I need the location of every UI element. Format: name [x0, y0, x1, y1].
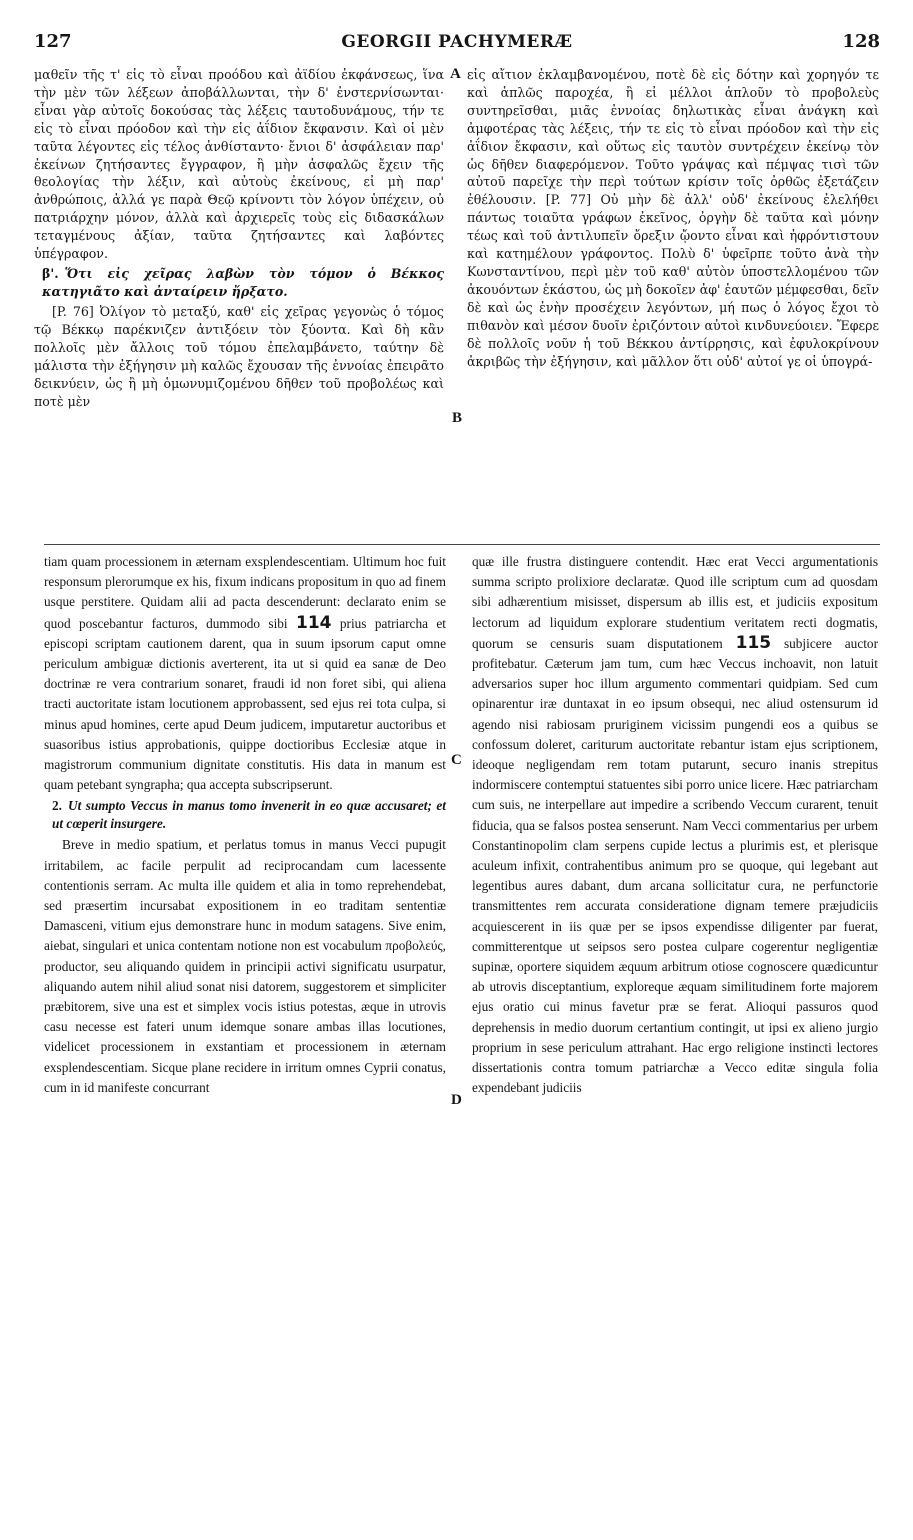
latin-column-right [472, 552, 878, 1527]
greek-heading-text: Ὅτι εἰς χεῖρας λαβὼν τὸν τόμον ὁ Βέκκος κατηγιᾶτο καὶ ἀνταίρειν ἤρξατο. [42, 265, 444, 299]
margin-letter-c: C [451, 752, 462, 768]
latin-heading-number: 2. [52, 798, 62, 814]
latin-text: tiam quam processionem in æternam exsplendescentiam. Ultimum hoc fuit responsum plerorumque ex his, fixum indicans propositum in quo ad finem usque perstitere. Quidam alii ad pacta descenderunt: declarato enim se quod poscebantur facturos, dummodo sibi [44, 554, 446, 631]
latin-text: quæ ille frustra distinguere contendit. Hæc erat Vecci argumentationis summa scripto prolixiore declaratæ. Quod ille scriptum cum ad quosdam sibi adhærentium misisset, dispersum ab illis est, et judiciis expositum lectorum ad liquidum explorare studentium veritatem recti dogmatis, quorum se censuris suam disputationem [472, 554, 878, 651]
running-title: GEORGII PACHYMERÆ [341, 32, 573, 52]
page-number-left: 127 [34, 31, 72, 52]
greek-column-right [467, 66, 879, 536]
latin-text: prius patriarcha et episcopi scriptam cautionem darent, qua in suum ipsorum caput omne periculum ambiguæ dictionis averterent, ita ut si quid ea sanæ de Deo doctrinæ re vera contrarium sonaret, fraudi id non foret sibi, qui aliena tracti auctoritate istam locutionem approbassent, sed ejus rei tota culpa, si minus apud homines, certe apud Deum judicem, imputaretur auctoribus et suasoribus istius approbationis, quippe doctioribus Ecclesiæ atque in magistrorum communium dignitate constitutis. His data in manum est quam petebant syngrapha; qua accepta subscripserunt. [44, 615, 446, 793]
greek-column-left [34, 66, 444, 536]
margin-letter-a: A [450, 66, 461, 82]
latin-heading-text: Ut sumpto Veccus in manus tomo invenerit in eo quæ accusaret; et ut cœperit insurgere. [52, 798, 446, 832]
greek-heading-number: β'. [42, 265, 59, 281]
running-header [34, 31, 880, 55]
greek-paragraph: μαθεῖν τῆς τ' εἰς τὸ εἶναι προόδου καὶ ἀϊδίου ἐκφάνσεως, ἵνα τὴν μὲν τῶν λέξεων ἀποβάλλωνται, τὴν δ' ἐνστερνίσωνται· εἶναι γὰρ αὐτοῖς δοκούσας τὰς λέξεις ταυτοδυνάμους, τήν τε εἰς τὸ εἶναι πρόοδον καὶ τὴν εἰς ἀΐδιον ἔκφανσιν. Καὶ οἱ μὲν ταῦτα λέγοντες εἰς τέλος ἀνθίσταντο· ἔνιοι δ' ἀσφάλειαν παρ' ἐκείνων ζητήσαντες ἔγγραφον, ἢ μὴν ἀσφαλῶς ἔχειν τῆς θεολογίας τὴν λέξιν, καὶ αὐτοὺς ἐκείνους, εἰ μὴ παρ' ἀνθρώποις, ἀλλά γε παρὰ Θεῷ κρίνοντι τὸν λόγον ὑπέχειν, οὐ πατριάρχην μόνον, ἀλλὰ καὶ ἀρχιερεῖς τοὺς εἰς διδασκάλων τεταγμένους ἀξίαν, ταῦτα ζητήσαντες καὶ λαβόντες ὑπέγραφον. [34, 67, 444, 262]
section-number: 115 [735, 632, 772, 653]
latin-paragraph [472, 552, 878, 1098]
greek-paragraph: [P. 76] Ὀλίγον τὸ μεταξύ, καθ' εἰς χεῖρας γεγονὼς ὁ τόμος τῷ Βέκκῳ παρέκνιζεν ἀντιξόειν τὸν ξύοντα. Καὶ δὴ κἂν πολλοῖς μὲν ἄλλοις τοῦ τόμου ἐπελαμβάνετο, ταύτην δὲ μάλιστα τὴν ἐξήγησιν μὴ καλῶς ἔχουσαν τῆς ἐννοίας ἐπειρᾶτο δεικνύειν, ὡς ἢ μὴ ὁμωνυμιζομένου δῆθεν τοῦ προβολέως καὶ ποτὲ μὲν [34, 303, 444, 409]
margin-letter-d: D [451, 1092, 462, 1108]
greek-section-heading [34, 265, 444, 301]
page-number-right: 128 [842, 31, 880, 52]
section-number: 114 [296, 612, 332, 633]
latin-text: subjicere auctor profitebatur. Cæterum jam tum, cum hæc Veccus inchoavit, non latuit adversarios super hoc illum argumento commentari quidpiam. Sed cum opinarentur iræ duntaxat in eo ipsum obsequi, nec aliud ostensurum id agendo nisi rabiosam pruriginem vicissim pungendi eos a quibus se confossum doleret, cariturum auctoritate rebantur istam ejus scriptionem, ideoque negligendam rem totam putarunt, securo inanis strepitus indormiscere contemptui statuentes sibi porro unice licere. Hæc patriarcham cum suis, ne interpellare aut impedire a scribendo Veccum curarent, tenuit fiducia, qua se falsos postea senserunt. Nam Vecci commentarius per urbem Constantinopolim clam serpens cupide lectus a plurimis est, et plerisque aculeum infixit, contrahentibus animum pro se quoque, qui legebant aut legentibus aures dabant, dum arcana sollicitatur cura, ne perfunctorie transmittentes rem accurata consideratione dignam temere præjudiciis acquiescerent in iis quæ per se ipsos expendisse diligenter par fuerat, committerentque ut seipsos sero postea culpare cogerentur negligentiæ supinæ, oportere siquidem æquum arbitrum otiose cognoscere quædicuntur ab utrovis disceptantium, exploreque æquam similitudinem forte majorem ejus oratio cui minus favetur præ se ferat. Alioqui passuros quod deprehensis in medio duorum certantium contingit, ut ipsi ex alieno jurgio proprium in sese periculum attrahant. Hac ergo religione instincti lectores dissertationis contra tomum patriarchæ a Vecco editæ singula folia expendebant judiciis [472, 635, 878, 1096]
latin-column-left [44, 552, 446, 1527]
latin-section-heading [44, 797, 446, 833]
margin-letter-b: B [452, 410, 463, 426]
column-divider-rule [44, 544, 880, 545]
latin-paragraph: Breve in medio spatium, et perlatus tomus in manus Vecci pupugit irritabilem, ac facile perpulit ad reciprocandam cum lacessente contentionis serram. Ac multa ille quidem et alia in tomo reprehendebat, sed præsertim incursabat expositionem in eo traditam sententiæ Damasceni, vitium ejus demonstrare hunc in modum satagens. Sive enim, aiebat, singulari et unica contentam notione non est vocabulum προβολεύς, productor, seu aliquando quidem in principii activi significatu usurpatur, aliquando autem nihil aliud sonat nisi datorem, suggestorem et simpliciter præbitorem, sive una est et simplex vocis istius potestas, æque in utrovis casu necesse est fateri unum idemque sonare ambas illas locutiones, videlicet processionem in exstantiam et processionem in æternam exsplendescentiam. Sicque plane recidere in irritum omnes Cyprii conatus, cum in id manifeste concurrant [44, 837, 446, 1095]
greek-paragraph: εἰς αἴτιον ἐκλαμβανομένου, ποτὲ δὲ εἰς δότην καὶ χορηγόν τε καὶ ἁπλῶς παροχέα, ἢ εἰ μέλλοι ἁπλοῦν τὸ προβολεὺς συντηρεῖσθαι, μιᾶς ἐννοίας δηλωτικὰς εἶναι ἀνάγκη καὶ ἀμφοτέρας τὰς λέξεις, τήν τε εἰς τὸ εἶναι πρόοδον καὶ τὴν εἰς ἀΐδιον ἔκφασιν, καὶ οὕτως εἰς ταυτὸν συντρέχειν ἐκείνῳ τὸν ὡς δῆθεν διαφερόμενον. Τοῦτο γράψας καὶ πέμψας τισὶ τῶν αὐτοῦ παρεῖχε τὴν περὶ τούτων κρίσιν τοῖς ὀρθῶς ἐξετάζειν ἐθέλουσιν. [P. 77] Οὐ μὴν δὲ ἀλλ' οὐδ' ἐκείνους ἐλελήθει πάντως τοιαῦτα γράφων ἐκεῖνος, ὀργὴν δὲ ταῦτα καὶ μόνην τέως καὶ τοῦ ἀντιλυπεῖν ὄρεξιν ᾤοντο εἶναι καὶ ἠφρόντιστουν καὶ κατημέλουν γράφοντος. Πολὺ δ' ὑφεῖρπε τοῦτο ἀνὰ τὴν Κωνσταντίνου, περὶ μὲν τοῦ καθ' αὐτὸν ὑποστελλομένου τῶν ἀκουόντων ἑκάστου, ὡς μὴ δοκοῖεν ἀφ' ἑαυτῶν μέμφεσθαι, δεῖν δὲ καὶ ὡς ἐνὴν προσέχειν λεγόντων, μή πως ὁ λόγος ἔχοι τὸ πιθανὸν καὶ μέσον δυοῖν ἐριζόντοιν αὐτοὶ κινδυνεύοιεν. Ἔφερε δὲ πολλοῖς νοῦν ἡ τοῦ Βέκκου ἀντίρρησις, καὶ ἐφυλοκρίνουν ἀκριβῶς τὴν ἐξήγησιν, καὶ μᾶλλον ὅτι οὐδ' αὐτοί γε οἱ ὑπογρά- [467, 67, 879, 369]
latin-paragraph [44, 552, 446, 795]
